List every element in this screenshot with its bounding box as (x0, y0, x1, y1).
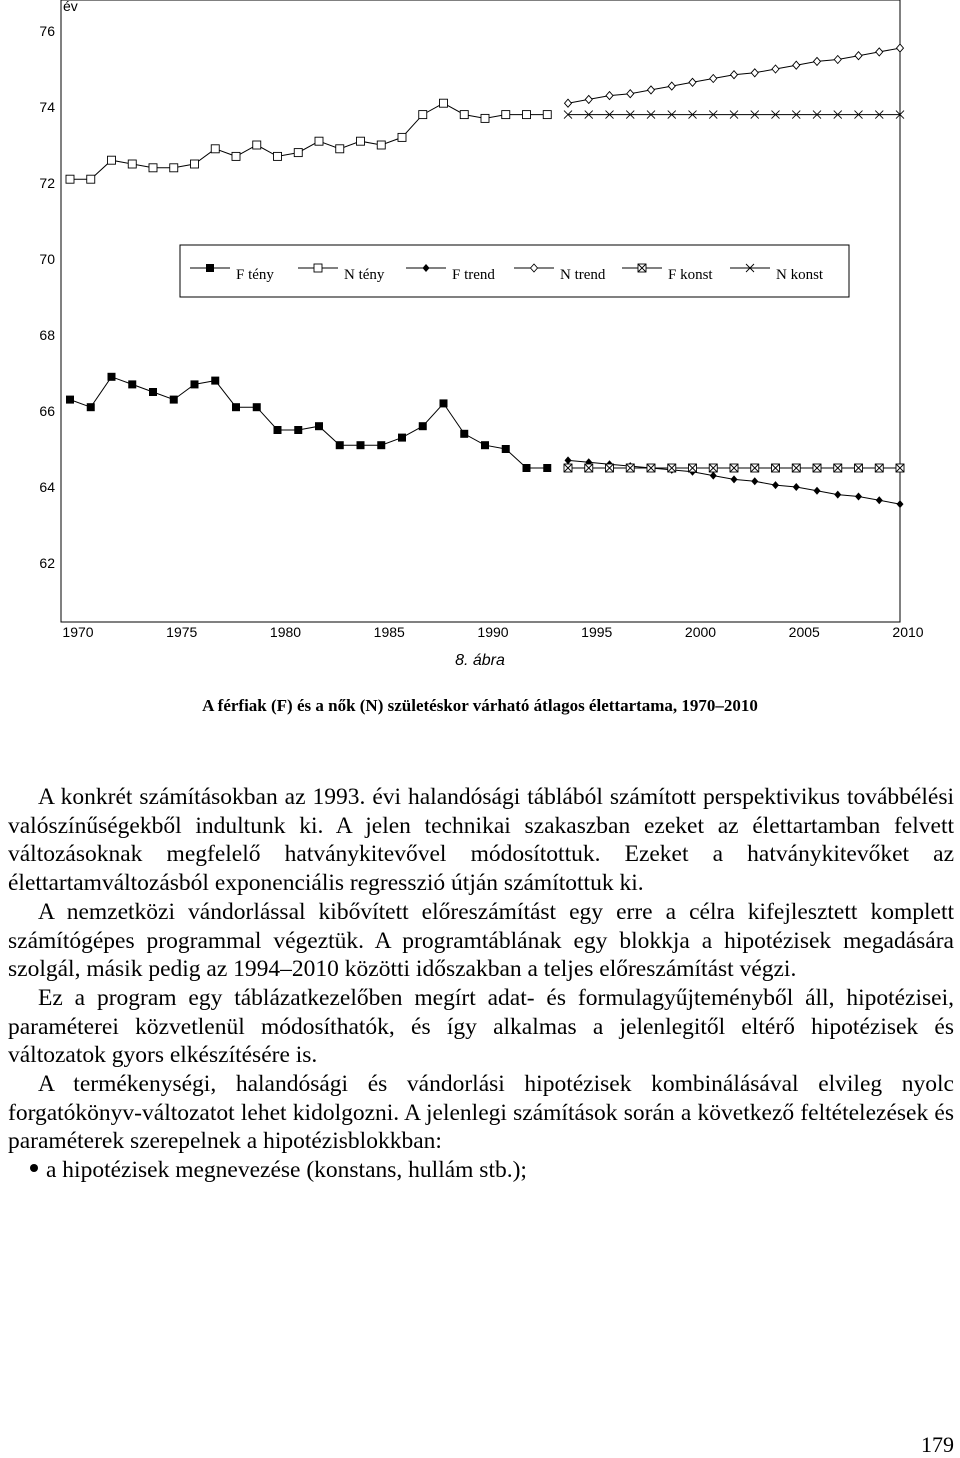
data-point (419, 422, 427, 430)
series-N-tény (66, 99, 551, 183)
data-point (814, 57, 821, 65)
data-point (855, 464, 863, 472)
data-point (232, 152, 240, 160)
data-point (128, 380, 136, 388)
x-tick-label: 1990 (477, 624, 509, 640)
y-tick-label: 72 (39, 175, 55, 191)
marker-shape (149, 164, 157, 172)
marker-shape (543, 464, 551, 472)
data-point (731, 71, 738, 79)
marker-shape (315, 137, 323, 145)
y-tick-label: 64 (39, 479, 55, 495)
legend-label: F trend (452, 267, 495, 283)
data-point (793, 483, 800, 491)
data-point (543, 111, 551, 119)
legend-label: N tény (344, 267, 385, 283)
marker-shape (357, 441, 365, 449)
data-point (668, 82, 675, 90)
data-point (689, 464, 697, 472)
marker-shape (627, 90, 634, 98)
data-point (606, 464, 614, 472)
data-point (294, 149, 302, 157)
marker-shape (170, 164, 178, 172)
paragraph-1: A konkrét számításokban az 1993. évi halandósági táblából számított perspektivikus továbbélési valószínűségekből indultunk ki. A jelen technikai szakaszban ezeket az élettartamban felvett változásoknak megfelelő hatványkitevővel módosítottuk. Ezeket a hatványkitevőket az élettartamváltozásból exponenciális regresszió útján számítottuk ki. (8, 784, 954, 897)
marker-shape (149, 388, 157, 396)
marker-shape (253, 403, 261, 411)
figure-caption: A férfiak (F) és a nők (N) születéskor várható átlagos élettartama, 1970–2010 (202, 696, 758, 715)
data-point (876, 496, 883, 504)
marker-shape (668, 82, 675, 90)
marker-shape (440, 99, 448, 107)
marker-shape (834, 491, 841, 499)
legend (180, 245, 849, 297)
paragraph-2: A nemzetközi vándorlással kibővített előreszámítást egy erre a célra kifejlesztett komplett számítógépes programmal végeztük. A programtáblának egy blokkja a hipotézisek megadására szolgál, másik pedig az 1994–2010 közötti időszakban a teljes előreszámítást végzi. (8, 898, 954, 983)
marker-shape (814, 487, 821, 495)
data-point (315, 422, 323, 430)
marker-shape (751, 69, 758, 77)
data-point (419, 111, 427, 119)
marker-shape (855, 52, 862, 60)
marker-shape (897, 500, 904, 508)
legend-marker (314, 264, 322, 272)
data-point (585, 95, 592, 103)
marker-shape (710, 75, 717, 83)
marker-shape (398, 434, 406, 442)
marker-shape (336, 145, 344, 153)
marker-shape (897, 44, 904, 52)
y-tick-label: 68 (39, 327, 55, 343)
data-point (792, 464, 800, 472)
series-N-trend (565, 44, 904, 107)
data-point (648, 86, 655, 94)
marker-shape (731, 71, 738, 79)
marker-shape (460, 430, 468, 438)
marker-shape (66, 175, 74, 183)
x-tick-label: 1970 (62, 624, 94, 640)
data-point (751, 464, 759, 472)
marker-shape (357, 137, 365, 145)
y-tick-label: 66 (39, 403, 55, 419)
marker-shape (814, 57, 821, 65)
marker-shape (585, 95, 592, 103)
data-point (274, 426, 282, 434)
series-line (70, 103, 547, 179)
plot-area-border (61, 0, 900, 622)
marker-shape (377, 441, 385, 449)
data-point (481, 114, 489, 122)
marker-shape (565, 99, 572, 107)
data-point (66, 175, 74, 183)
marker-shape (294, 426, 302, 434)
series-F-tény (66, 373, 551, 472)
data-point (564, 464, 572, 472)
marker-shape (689, 78, 696, 86)
series-line (70, 377, 547, 468)
marker-shape (793, 483, 800, 491)
y-tick-label: 70 (39, 251, 55, 267)
y-tick-label: 74 (39, 99, 55, 115)
marker-shape (232, 403, 240, 411)
data-point (398, 133, 406, 141)
data-point (460, 430, 468, 438)
marker-shape (481, 114, 489, 122)
marker-shape (876, 48, 883, 56)
data-point (336, 145, 344, 153)
x-tick-label: 1985 (373, 624, 405, 640)
marker-shape (751, 477, 758, 485)
data-point (565, 99, 572, 107)
marker-shape (108, 156, 116, 164)
y-tick-label: 76 (39, 23, 55, 39)
data-point (751, 477, 758, 485)
data-point (502, 111, 510, 119)
paragraph-4: A termékenységi, halandósági és vándorlási hipotézisek kombinálásával elvileg nyolc forgatókönyv-változatot lehet kidolgozni. A jelenlegi számítások során a következő feltételezések és paraméterek szerepelnek a hipotézisblokkban: (8, 1071, 954, 1155)
data-point (813, 464, 821, 472)
data-point (647, 464, 655, 472)
data-point (896, 464, 904, 472)
marker-shape (314, 264, 322, 272)
data-point (585, 464, 593, 472)
marker-shape (855, 493, 862, 501)
data-point (149, 388, 157, 396)
data-point (793, 61, 800, 69)
x-tick-label: 2000 (684, 624, 717, 640)
data-point (211, 377, 219, 385)
data-point (710, 75, 717, 83)
data-point (897, 44, 904, 52)
data-point (191, 380, 199, 388)
data-point (66, 396, 74, 404)
legend-marker (206, 264, 214, 272)
data-point (897, 500, 904, 508)
data-point (855, 493, 862, 501)
data-point (440, 99, 448, 107)
data-point (626, 464, 634, 472)
data-point (398, 434, 406, 442)
paragraph-3: Ez a program egy táblázatkezelőben megírt adat- és formulagyűjteményből áll, hipotézisei, paraméterei közvetlenül módosíthatók, és így alkalmas a jelenlegitől eltérő hipotézisek és változatok gyors elkészítésére is. (8, 984, 954, 1069)
data-point (730, 464, 738, 472)
data-point (855, 52, 862, 60)
marker-shape (460, 111, 468, 119)
data-point (668, 464, 676, 472)
data-point (357, 137, 365, 145)
data-point (170, 396, 178, 404)
body-text (8, 783, 954, 1185)
data-point (377, 441, 385, 449)
data-point (128, 160, 136, 168)
marker-shape (543, 111, 551, 119)
data-point (731, 475, 738, 483)
life-expectancy-chart (0, 0, 960, 650)
marker-shape (232, 152, 240, 160)
x-tick-label: 1975 (166, 624, 198, 640)
x-tick-label: 2005 (788, 624, 820, 640)
data-point (108, 156, 116, 164)
data-point (606, 92, 613, 100)
y-tick-labels (39, 23, 55, 571)
data-point (149, 164, 157, 172)
data-point (875, 464, 883, 472)
data-point (440, 399, 448, 407)
x-tick-label: 1980 (269, 624, 302, 640)
marker-shape (294, 149, 302, 157)
marker-shape (87, 403, 95, 411)
marker-shape (274, 426, 282, 434)
data-point (751, 69, 758, 77)
bullet-icon (30, 1164, 38, 1172)
data-point (543, 464, 551, 472)
marker-shape (502, 111, 510, 119)
legend-label: N konst (776, 267, 824, 283)
figure-number: 8. ábra (455, 652, 505, 669)
data-point (627, 90, 634, 98)
marker-shape (606, 92, 613, 100)
data-point (876, 48, 883, 56)
data-point (253, 403, 261, 411)
marker-shape (419, 111, 427, 119)
data-point (834, 491, 841, 499)
legend-label: F tény (236, 267, 274, 283)
marker-shape (502, 445, 510, 453)
marker-shape (377, 141, 385, 149)
marker-shape (565, 456, 572, 464)
marker-shape (419, 422, 427, 430)
series-N-konst (564, 111, 904, 119)
data-point (565, 456, 572, 464)
bullet-text: a hipotézisek megnevezése (konstans, hullám stb.); (46, 1157, 527, 1184)
page-number: 179 (921, 1432, 954, 1457)
marker-shape (876, 496, 883, 504)
marker-shape (398, 133, 406, 141)
marker-shape (772, 65, 779, 73)
bullet-item (8, 1156, 954, 1185)
data-point (772, 65, 779, 73)
marker-shape (206, 264, 214, 272)
data-point (315, 137, 323, 145)
data-point (502, 445, 510, 453)
marker-shape (523, 111, 531, 119)
data-point (772, 464, 780, 472)
data-point (481, 441, 489, 449)
marker-shape (274, 152, 282, 160)
data-point (87, 403, 95, 411)
data-point (108, 373, 116, 381)
data-point (336, 441, 344, 449)
marker-shape (793, 61, 800, 69)
data-point (87, 175, 95, 183)
marker-shape (211, 377, 219, 385)
marker-shape (440, 399, 448, 407)
marker-shape (66, 396, 74, 404)
data-point (170, 164, 178, 172)
marker-shape (128, 380, 136, 388)
x-tick-label: 2010 (892, 624, 924, 640)
data-point (834, 56, 841, 64)
data-point (710, 472, 717, 480)
data-point (377, 141, 385, 149)
marker-shape (315, 422, 323, 430)
marker-shape (211, 145, 219, 153)
y-axis-label: év (63, 0, 78, 14)
marker-shape (481, 441, 489, 449)
data-point (460, 111, 468, 119)
marker-shape (191, 380, 199, 388)
legend-box (180, 245, 849, 297)
data-point (274, 152, 282, 160)
marker-shape (128, 160, 136, 168)
data-point (294, 426, 302, 434)
data-point (772, 481, 779, 489)
marker-shape (87, 175, 95, 183)
data-point (211, 145, 219, 153)
legend-label: F konst (668, 267, 713, 283)
marker-shape (253, 141, 261, 149)
data-point (253, 141, 261, 149)
data-point (709, 464, 717, 472)
marker-shape (731, 475, 738, 483)
legend-label: N trend (560, 267, 606, 283)
marker-shape (834, 56, 841, 64)
y-tick-label: 62 (39, 555, 55, 571)
data-point (523, 111, 531, 119)
marker-shape (710, 472, 717, 480)
x-tick-label: 1995 (581, 624, 613, 640)
x-tick-labels (62, 624, 923, 640)
data-point (357, 441, 365, 449)
marker-shape (523, 464, 531, 472)
data-point (814, 487, 821, 495)
marker-shape (336, 441, 344, 449)
data-point (523, 464, 531, 472)
marker-shape (648, 86, 655, 94)
marker-shape (108, 373, 116, 381)
marker-shape (772, 481, 779, 489)
data-point (689, 78, 696, 86)
data-point (232, 403, 240, 411)
legend-marker (638, 264, 646, 272)
marker-shape (191, 160, 199, 168)
data-point (191, 160, 199, 168)
marker-shape (170, 396, 178, 404)
data-point (834, 464, 842, 472)
